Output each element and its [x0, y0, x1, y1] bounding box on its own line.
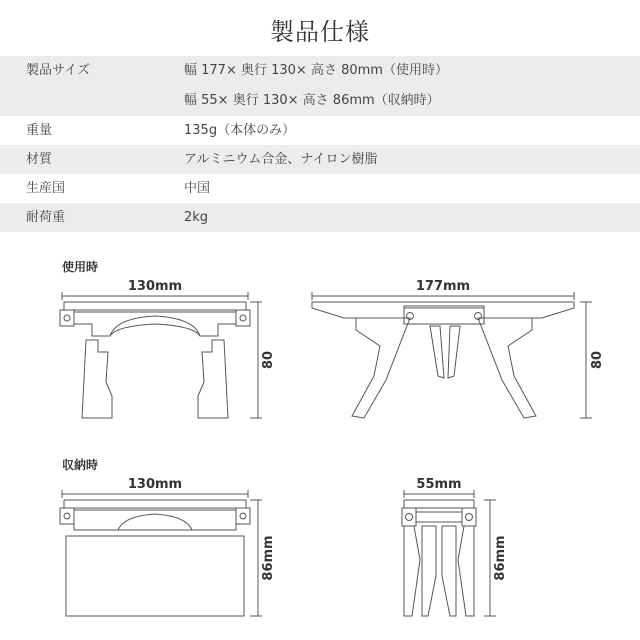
in-use-label: 使用時 — [62, 260, 99, 274]
stored-side-view — [60, 490, 262, 616]
spec-label: 材質 — [26, 152, 53, 167]
spec-value: アルミニウム合金、ナイロン樹脂 — [184, 152, 378, 167]
page-title: 製品仕様 — [270, 18, 370, 46]
spec-value: 中国 — [184, 181, 211, 196]
dim-use-depth: 130mm — [127, 279, 183, 294]
dim-stored-height-side: 86mm — [261, 535, 276, 581]
dim-stored-depth: 130mm — [127, 477, 183, 492]
spec-row-size — [0, 56, 640, 116]
in-use-side-view — [60, 292, 262, 418]
spec-value: 幅 55× 奥行 130× 高さ 86mm（収納時） — [184, 93, 440, 108]
spec-value: 幅 177× 奥行 130× 高さ 80mm（使用時） — [184, 63, 448, 78]
dim-stored-width: 55mm — [416, 477, 462, 492]
spec-label: 製品サイズ — [26, 63, 90, 78]
dimension-diagrams — [0, 250, 640, 640]
spec-row-origin — [0, 174, 640, 203]
spec-row-weight — [0, 116, 640, 145]
spec-label: 重量 — [26, 123, 53, 138]
dim-use-height-front: 80 — [590, 350, 605, 370]
stored-front-view — [402, 490, 496, 616]
dim-stored-height-front: 86mm — [493, 535, 508, 581]
in-use-front-view — [312, 292, 592, 418]
spec-label: 生産国 — [26, 181, 66, 196]
spec-row-material — [0, 145, 640, 174]
dim-use-height-side: 80 — [261, 350, 276, 370]
spec-value: 135g（本体のみ） — [184, 123, 296, 138]
spec-row-load — [0, 203, 640, 232]
spec-value: 2kg — [184, 210, 209, 225]
dimension-drawings — [0, 250, 640, 640]
dim-use-width: 177mm — [415, 279, 471, 294]
spec-label: 耐荷重 — [26, 210, 66, 225]
spec-table — [0, 56, 640, 232]
stored-label: 収納時 — [62, 458, 99, 472]
